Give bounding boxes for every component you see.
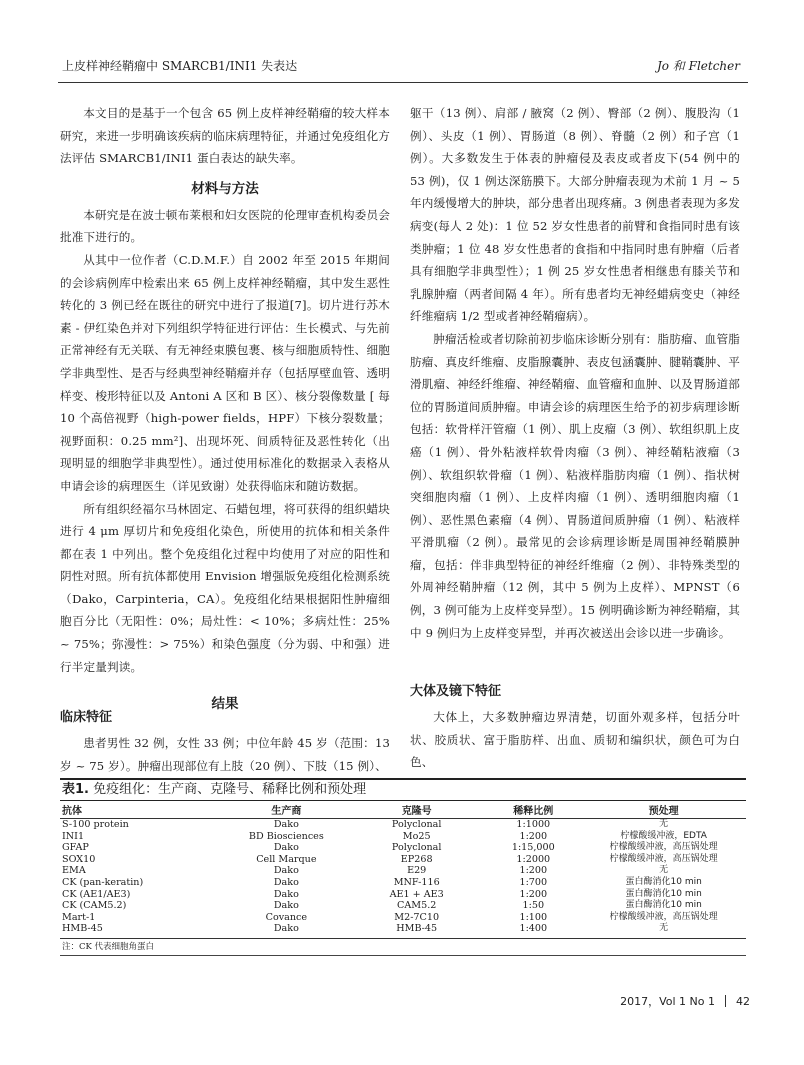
table-label: 表1.	[62, 782, 89, 797]
table-cell: Dako	[273, 888, 299, 900]
table-cell: 无	[659, 923, 669, 934]
table-cell: 柠檬酸缓冲液，高压锅处理	[609, 911, 718, 922]
table-cell: 柠檬酸缓冲液，EDTA	[620, 830, 707, 841]
table-cell: HMB-45	[396, 923, 438, 935]
table-cell: 柠檬酸缓冲液，高压锅处理	[609, 853, 718, 864]
table-row	[60, 923, 746, 935]
clinical-heading: 临床特征	[60, 710, 113, 726]
running-header	[58, 52, 748, 83]
table-cell: M2-7C10	[394, 911, 440, 923]
page-footer	[560, 993, 750, 1009]
table-row	[60, 819, 746, 831]
table-cell: S-100 protein	[62, 819, 129, 830]
table-cell: CAM5.2	[397, 900, 437, 912]
table-row	[60, 912, 746, 924]
table-cell: 1:400	[519, 923, 548, 935]
col-header-antibody: 抗体	[60, 801, 225, 819]
table-cell: 1:100	[519, 911, 548, 923]
table-cell: BD Biosciences	[248, 830, 324, 842]
table-cell: 蛋白酶消化10 min	[625, 900, 702, 911]
col-header-dilution: 稀释比例	[485, 801, 581, 819]
results-heading-row	[60, 692, 390, 732]
col-header-pretreatment: 预处理	[581, 801, 746, 819]
table-cell: SOX10	[62, 853, 96, 865]
intro-paragraph: 本文目的是基于一个包含 65 例上皮样神经鞘瘤的较大样本研究，来进一步明确该疾病的临床病理特征，并通过免疫组化方法评估 SMARCB1/INI1 蛋白表达的缺失率。	[60, 106, 390, 166]
table-row	[60, 854, 746, 866]
table-cell: 1:700	[519, 876, 548, 888]
table-cell: EP268	[400, 853, 433, 865]
col-header-clone: 克隆号	[348, 801, 485, 819]
table-header-row	[60, 801, 746, 819]
gross-heading-row	[410, 666, 740, 706]
methods-paragraph-3: 所有组织经福尔马林固定、石蜡包埋，将可获得的组织蜡块进行 4 μm 厚切片和免疫组化染色，所使用的抗体和相关条件都在表 1 中列出。整个免疫组化过程中均使用了对应的阳性和阴性对照。所有抗体都使用 Envision 增强版免疫组化检测系统（Dako，Carpinteria，CA）。免疫组化结果根据阳性肿瘤细胞百分比（无阳性：0%；局灶性：< 10%；多病灶性：25% ~ 75%；弥漫性：> 75%）和染色强度（分为弱、中和强）进行半定量判读。	[60, 501, 390, 674]
clinical-paragraph-continued: 躯干（13 例）、肩部 / 腋窝（2 例）、臀部（2 例）、腹股沟（1 例）、头皮（1 例）、胃肠道（8 例）、脊髓（2 例）和子宫（1 例）。大多数发生于体表的肿瘤侵及表皮或者皮下(54 例中的 53 例)，仅 1 例达深筋膜下。大部分肿瘤表现为术前 1 月 ~ 5 年内缓慢增大的肿块，部分患者出现疼痛。3 例患者表现为多发病变(每人 2 处)：1 位 52 岁女性患者的前臂和食指同时患有该类肿瘤；1 位 48 岁女性患者的食指和中指同时患有肿瘤（后者具有细胞学非典型性）；1 例 25 岁女性患者相继患有膝关节和乳腺肿瘤（两者间隔 4 年）。所有患者均无神经蜡病变史（神经纤维瘤病 1/2 型或者神经鞘瘤病）。	[410, 106, 740, 324]
table-cell: INI1	[62, 830, 85, 842]
table-cell: Polyclonal	[391, 819, 442, 830]
table-cell: Polyclonal	[391, 842, 442, 854]
table-cell: E29	[407, 865, 427, 877]
page-number: 42	[736, 995, 750, 1008]
table-cell: 柠檬酸缓冲液，高压锅处理	[609, 842, 718, 853]
table-row	[60, 900, 746, 912]
ihc-table	[60, 801, 746, 935]
results-heading: 结果	[211, 696, 239, 713]
table-caption-text: 免疫组化：生产商、克隆号、稀释比例和预处理	[88, 782, 367, 797]
table-cell: Cell Marque	[256, 853, 317, 865]
table-cell: MNF-116	[393, 876, 440, 888]
table-row	[60, 842, 746, 854]
table-row	[60, 865, 746, 877]
table-cell: GFAP	[62, 842, 89, 854]
right-column	[410, 102, 740, 774]
table-cell: CK (AE1/AE3)	[62, 888, 131, 900]
clinical-paragraph-1: 患者男性 32 例，女性 33 例；中位年龄 45 岁（范围：13 岁 ~ 75 岁）。肿瘤出现部位有上肢（20 例）、下肢（15 例）、	[60, 736, 390, 773]
table-cell: Mart-1	[62, 911, 96, 923]
table-cell: HMB-45	[62, 923, 103, 935]
table-cell: CK (CAM5.2)	[62, 900, 127, 912]
table-row	[60, 877, 746, 889]
table-cell: Dako	[273, 876, 299, 888]
table-cell: Covance	[265, 911, 308, 923]
table-cell: Dako	[273, 842, 299, 854]
gross-heading: 大体及镜下特征	[410, 684, 502, 700]
table-cell: 蛋白酶消化10 min	[625, 876, 702, 887]
left-column	[60, 102, 390, 777]
table-cell: 无	[659, 819, 669, 829]
footer-separator	[725, 995, 726, 1007]
table-cell: Dako	[273, 819, 299, 830]
table-cell: 1:50	[522, 900, 545, 912]
gross-paragraph-1: 大体上，大多数肿瘤边界清楚，切面外观多样，包括分叶状、胶质状、富于脂肪样、出血、质韧和编织状，颜色可为白色、	[410, 710, 740, 770]
table-cell: 1:1000	[516, 819, 551, 830]
methods-paragraph-1: 本研究是在波士顿布莱根和妇女医院的伦理审查机构委员会批准下进行的。	[60, 207, 390, 245]
table-row	[60, 889, 746, 901]
ihc-table-box	[60, 778, 746, 956]
header-authors: Jo 和 Fletcher	[656, 59, 740, 73]
header-title: 上皮样神经鞘瘤中 SMARCB1/INI1 失表达	[62, 59, 298, 73]
table-cell: Dako	[273, 900, 299, 912]
table-cell: 蛋白酶消化10 min	[625, 888, 702, 899]
footer-issue: 2017，Vol 1 No 1	[620, 995, 715, 1008]
table-cell: Dako	[273, 923, 299, 935]
table-cell: 1:200	[519, 865, 548, 877]
table-body	[60, 819, 746, 935]
diagnosis-paragraph: 肿瘤活检或者切除前初步临床诊断分别有：脂肪瘤、血管脂肪瘤、真皮纤维瘤、皮脂腺囊肿、表皮包涵囊肿、腱鞘囊肿、平滑肌瘤、神经纤维瘤、神经鞘瘤、血管瘤和血肿、以及胃肠道部位的胃肠道间质肿瘤。申请会诊的病理医生给予的初步病理诊断包括：软骨样汗管瘤（1 例）、肌上皮瘤（3 例）、软组织肌上皮癌（1 例）、骨外粘液样软骨肉瘤（3 例）、神经鞘粘液瘤（3 例）、软组织软骨瘤（1 例）、粘液样脂肪肉瘤（1 例）、指状树突细胞肉瘤（1 例）、上皮样肉瘤（1 例）、透明细胞肉瘤（1 例）、恶性黑色素瘤（4 例）、胃肠道间质肿瘤（1 例）、粘液样平滑肌瘤（2 例）。最常见的会诊病理诊断是周围神经鞘膜肿瘤，包括：伴非典型特征的神经纤维瘤（2 例）、非特殊类型的外周神经鞘肿瘤（12 例，其中 5 例为上皮样）、MPNST（6 例，3 例可能为上皮样变异型）。15 例明确诊断为神经鞘瘤，其中 9 例归为上皮样变异型，并再次被送出会诊以进一步确诊。	[410, 331, 740, 640]
table-cell: Mo25	[402, 830, 431, 842]
table-note: 注：CK 代表细胞角蛋白	[60, 938, 746, 955]
table-caption	[60, 780, 746, 801]
table-row	[60, 831, 746, 843]
table-cell: 无	[659, 865, 669, 876]
table-cell: CK (pan-keratin)	[62, 876, 144, 888]
table-cell: Dako	[273, 865, 299, 877]
table-cell: 1:200	[519, 830, 548, 842]
table-cell: AE1 + AE3	[389, 888, 444, 900]
methods-paragraph-2: 从其中一位作者（C.D.M.F.）自 2002 年至 2015 年期间的会诊病例库中检索出来 65 例上皮样神经鞘瘤，其中发生恶性转化的 3 例已经在既往的研究中进行了报道[7]。切片进行苏木素 - 伊红染色并对下列组织学特征进行评估：生长模式、与先前正常神经有无关联、有无神经束膜包裹、核与细胞质特性、细胞学非典型性、是否与经典型神经鞘瘤并存（包括厚壁血管、透明样变、梭形特征以及 Antoni A 区和 B 区）、核分裂像数量 [ 每 10 个高倍视野（high-power fields，HPF）下核分裂数量；视野面积：0.25 mm²]、出现坏死、间质特征及恶性转化（出现明显的细胞学非典型性）。通过使用标准化的数据录入表格从申请会诊的病理医生（详见致谢）处获得临床和随访数据。	[60, 252, 390, 493]
table-cell: 1:2000	[516, 853, 551, 865]
methods-heading: 材料与方法	[191, 180, 259, 197]
table-cell: 1:200	[519, 888, 548, 900]
table-cell: EMA	[62, 865, 86, 877]
col-header-manufacturer: 生产商	[225, 801, 348, 819]
table-cell: 1:15,000	[511, 842, 555, 854]
